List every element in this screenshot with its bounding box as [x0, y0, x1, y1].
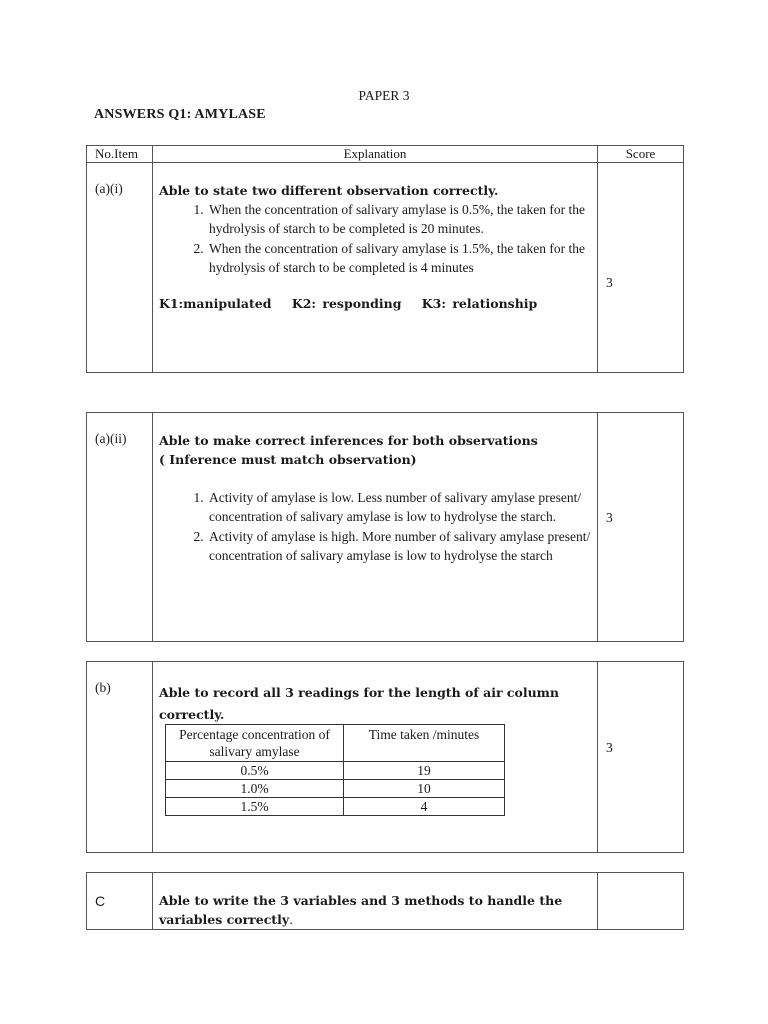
criteria-heading: Able to state two different observation correctly.	[159, 183, 499, 198]
score-cell: 3	[598, 163, 684, 373]
criteria-heading: Able to record all 3 readings for the length of air column	[159, 685, 559, 700]
key-variables-line	[159, 296, 593, 311]
header-explanation: Explanation	[153, 146, 598, 163]
criteria-heading-cont: correctly.	[159, 707, 225, 722]
concentration-value: 1.0%	[166, 780, 344, 798]
inference-list	[159, 488, 593, 565]
k1-label: K1:manipulated	[159, 296, 272, 312]
k3-label: K3: relationship	[421, 296, 538, 312]
observation-list	[159, 200, 593, 277]
criteria-subheading: ( Inference must match observation)	[159, 452, 417, 467]
explanation-cell	[153, 873, 598, 930]
header-no-item: No.Item	[87, 146, 153, 163]
explanation-cell	[153, 662, 598, 853]
list-item: 1. Activity of amylase is low. Less number of salivary amylase present/ concentration of salivary amylase is low to hydrolyse the starch.	[207, 488, 593, 527]
score-cell	[598, 873, 684, 930]
item-number: (b)	[87, 662, 153, 853]
concentration-value: 1.5%	[166, 798, 344, 816]
answer-table-b	[86, 661, 684, 853]
concentration-value: 0.5%	[166, 762, 344, 780]
list-item: 2. When the concentration of salivary amylase is 1.5%, the taken for the hydrolysis of starch to be completed is 4 minutes	[207, 239, 593, 278]
item-number: (a)(i)	[87, 163, 153, 373]
table-row	[166, 762, 505, 780]
table-row	[87, 163, 684, 373]
list-item: 1. When the concentration of salivary amylase is 0.5%, the taken for the hydrolysis of starch to be completed is 20 minutes.	[207, 200, 593, 239]
time-value: 10	[344, 780, 505, 798]
header-score: Score	[598, 146, 684, 163]
k2-label: K2: responding	[291, 296, 402, 312]
table-row	[166, 780, 505, 798]
score-cell: 3	[598, 413, 684, 642]
table-row	[87, 873, 684, 930]
readings-header-time: Time taken /minutes	[344, 725, 505, 762]
time-value: 19	[344, 762, 505, 780]
answers-heading: ANSWERS Q1: AMYLASE	[94, 107, 266, 122]
answer-table-a-i	[86, 145, 684, 373]
criteria-heading: Able to write the 3 variables and 3 methods to handle the	[159, 893, 563, 908]
answer-table-c	[86, 872, 684, 930]
time-value: 4	[344, 798, 505, 816]
paper-title: PAPER 3	[358, 88, 410, 103]
readings-header-row	[166, 725, 505, 762]
criteria-heading-text: variables correctly	[159, 912, 290, 927]
list-item: 2. Activity of amylase is high. More number of salivary amylase present/ concentration of salivary amylase is low to hydrolyse the starch	[207, 527, 593, 566]
answer-table-a-ii	[86, 412, 684, 642]
explanation-cell	[153, 163, 598, 373]
table-row	[166, 798, 505, 816]
criteria-heading: Able to make correct inferences for both observations	[159, 433, 538, 448]
score-cell: 3	[598, 662, 684, 853]
item-number: (a)(ii)	[87, 413, 153, 642]
item-number: C	[87, 873, 153, 930]
readings-table	[165, 724, 505, 816]
table-row	[87, 413, 684, 642]
readings-header-concentration: Percentage concentration of salivary amylase	[166, 725, 344, 762]
period-mark: .	[289, 912, 294, 927]
table-header-row	[87, 146, 684, 163]
explanation-cell	[153, 413, 598, 642]
table-row	[87, 662, 684, 853]
criteria-heading-cont	[159, 910, 593, 929]
